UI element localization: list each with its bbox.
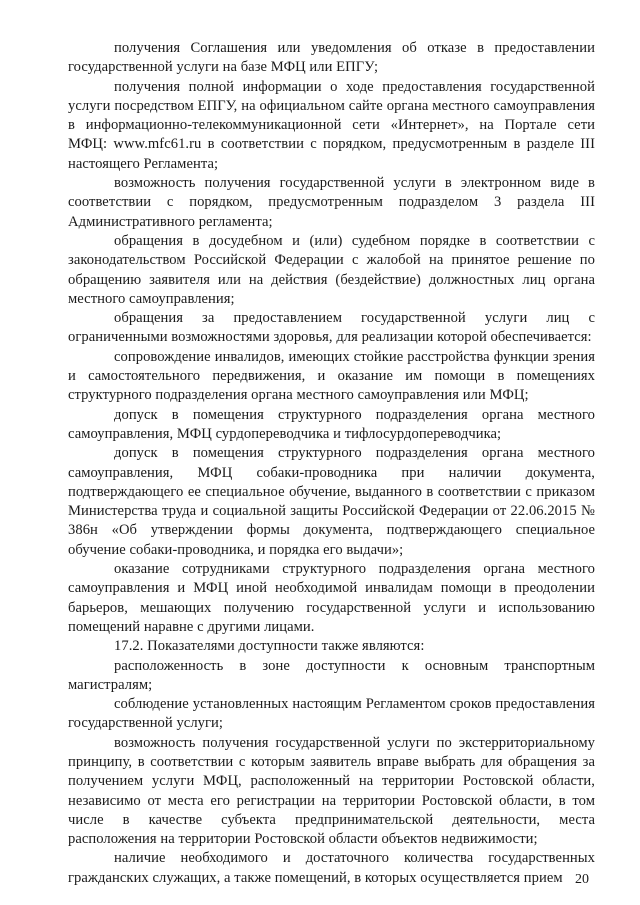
paragraph: допуск в помещения структурного подразделения органа местного самоуправления, МФЦ собаки-проводника при наличии документа, подтверждающего ее специальное обучение, выданного в соответствии с приказом Министерства труда и социальной защиты Российской Федерации от 22.06.2015 № 386н «Об утверждении формы документа, подтверждающего специальное обучение собаки-проводника, и порядка его выдачи»;	[68, 445, 595, 558]
paragraph: сопровождение инвалидов, имеющих стойкие расстройства функции зрения и самостоятельного передвижения, и оказание им помощи в помещениях структурного подразделения органа местного самоуправления или МФЦ;	[68, 348, 595, 404]
paragraph: расположенность в зоне доступности к основным транспортным магистралям;	[68, 657, 595, 693]
document-body	[68, 39, 595, 888]
paragraph: соблюдение установленных настоящим Регламентом сроков предоставления государственной услуги;	[68, 696, 595, 732]
paragraph: получения Соглашения или уведомления об отказе в предоставлении государственной услуги на базе МФЦ или ЕПГУ;	[68, 40, 595, 76]
paragraph: обращения в досудебном и (или) судебном порядке в соответствии с законодательством Российской Федерации с жалобой на принятое решение по обращению заявителя или на действия (бездействие) должностных лиц органа местного самоуправления;	[68, 232, 595, 307]
page-number: 20	[575, 872, 589, 887]
paragraph: обращения за предоставлением государственной услуги лиц с ограниченными возможностями здоровья, для реализации которой обеспечивается:	[68, 310, 595, 346]
paragraph: оказание сотрудниками структурного подразделения органа местного самоуправления и МФЦ иной необходимой инвалидам помощи в преодолении барьеров, мешающих получению государственной услуги и использованию помещений наравне с другими лицами.	[68, 561, 595, 635]
paragraph: возможность получения государственной услуги по экстерриториальному принципу, в соответствии с которым заявитель вправе выбрать для обращения за получением услуги МФЦ, расположенный на территории Ростовской области, независимо от места его регистрации на территории Ростовской области, в том числе в качестве субъекта предпринимательской деятельности, места расположения на территории Ростовской области объектов недвижимости;	[68, 734, 595, 848]
paragraph: получения полной информации о ходе предоставления государственной услуги посредством ЕПГУ, на официальном сайте органа местного самоуправления в информационно-телекоммуникационной сети «Интернет», на Портале сети МФЦ: www.mfc61.ru в соответствии с порядком, предусмотренным в разделе III настоящего Регламента;	[68, 78, 595, 172]
paragraph: допуск в помещения структурного подразделения органа местного самоуправления, МФЦ сурдопереводчика и тифлосурдопереводчика;	[68, 406, 595, 442]
paragraph: наличие необходимого и достаточного количества государственных гражданских служащих, а также помещений, в которых осуществляется прием	[68, 850, 595, 886]
paragraph: возможность получения государственной услуги в электронном виде в соответствии с порядком, предусмотренным подразделом 3 раздела III Административного регламента;	[68, 175, 595, 230]
section-heading: 17.2. Показателями доступности также являются:	[114, 638, 425, 655]
